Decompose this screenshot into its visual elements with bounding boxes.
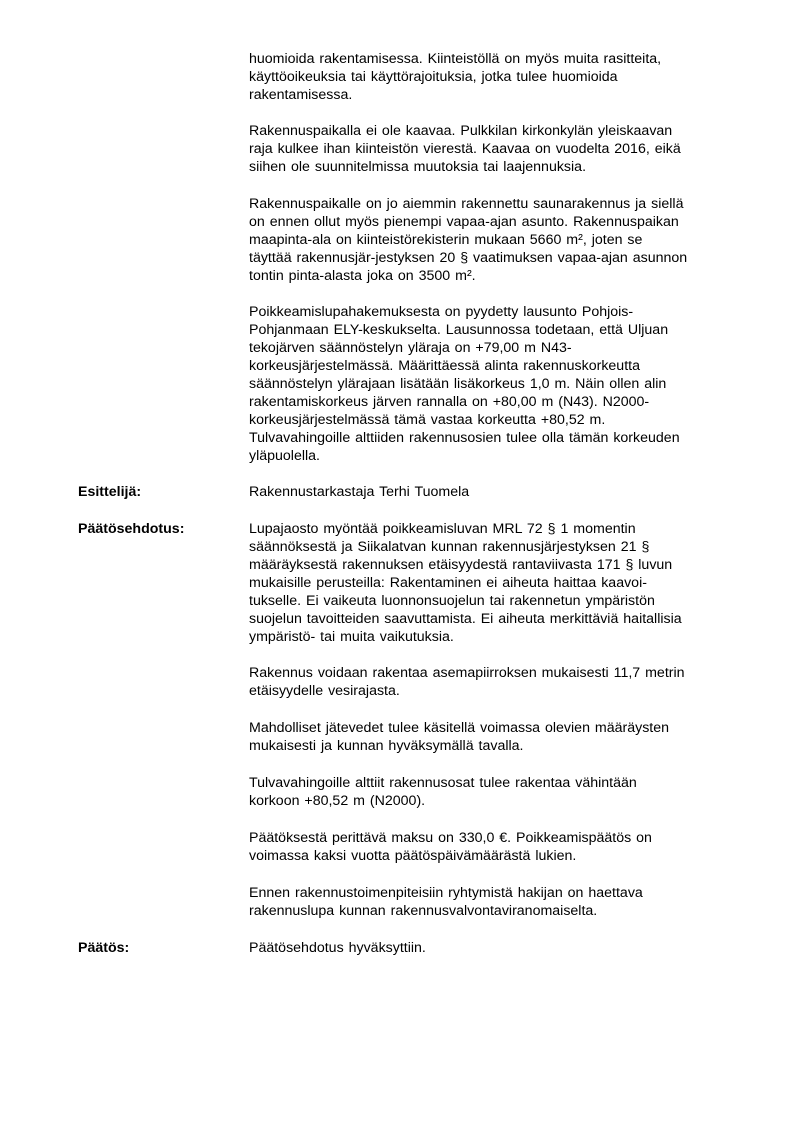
text-line: Tulvavahingoille alttiiden rakennusosien tulee olla tämän korkeuden	[249, 430, 680, 446]
text-line: suojelun tavoitteiden saavuttamista. Ei aiheuta merkittäviä haitallisia	[249, 611, 682, 627]
text-line: korkoon +80,52 m (N2000).	[249, 793, 426, 809]
text-line: määräyksestä rakennuksen etäisyydestä rantaviivasta 171 § luvun	[249, 557, 673, 573]
decision-label: Päätös:	[78, 940, 130, 956]
text-line: Pohjanmaan ELY-keskukselta. Lausunnossa todetaan, että Uljuan	[249, 322, 669, 338]
text-line: rakentamisessa.	[249, 87, 353, 103]
text-line: siihen ole suunnitelmissa muutoksia tai laajennuksia.	[249, 159, 587, 175]
text-line: korkeusjärjestelmässä tämä vastaa korkeutta +80,52 m.	[249, 412, 606, 428]
presenter-label: Esittelijä:	[78, 484, 142, 500]
text-line: täyttää rakennusjär-jestyksen 20 § vaatimuksen vapaa-ajan asunnon	[249, 250, 688, 266]
text-line: korkeusjärjestelmässä. Määrittäessä alinta rakennuskorkeutta	[249, 358, 640, 374]
text-line: käyttöoikeuksia tai käyttörajoituksia, jotka tulee huomioida	[249, 69, 618, 85]
text-line: Ennen rakennustoimenpiteisiin ryhtymistä hakijan on haettava	[249, 885, 643, 901]
text-line: ympäristö- tai muita vaikutuksia.	[249, 629, 454, 645]
text-line: säännöstelyn ylärajaan lisätään lisäkorkeus 1,0 m. Näin ollen alin	[249, 376, 667, 392]
text-line: Mahdolliset jätevedet tulee käsitellä voimassa olevien määräysten	[249, 720, 670, 736]
decision-value: Päätösehdotus hyväksyttiin.	[249, 940, 426, 956]
text-line: rakennuslupa kunnan rakennusvalvontaviranomaiselta.	[249, 903, 598, 919]
text-line: tontin pinta-alasta joka on 3500 m².	[249, 268, 476, 284]
text-line: voimassa kaksi vuotta päätöspäivämäärästä lukien.	[249, 848, 577, 864]
text-line: raja kulkee ihan kiinteistön vierestä. Kaavaa on vuodelta 2016, eikä	[249, 141, 681, 157]
text-line: tekojärven säännöstelyn yläraja on +79,00 m N43-	[249, 340, 572, 356]
text-line: rakentamiskorkeus järven rannalla on +80,00 m (N43). N2000-	[249, 394, 650, 410]
text-line: Poikkeamislupahakemuksesta on pyydetty lausunto Pohjois-	[249, 304, 634, 320]
text-line: Rakennus voidaan rakentaa asemapiirroksen mukaisesti 11,7 metrin	[249, 665, 685, 681]
text-line: tukselle. Ei vaikeuta luonnonsuojelun tai rakennetun ympäristön	[249, 593, 655, 609]
text-line: säännöksestä ja Siikalatvan kunnan rakennusjärjestyksen 21 §	[249, 539, 650, 555]
text-line: Rakennuspaikalla ei ole kaavaa. Pulkkilan kirkonkylän yleiskaavan	[249, 123, 673, 139]
text-line: Rakennuspaikalle on jo aiemmin rakennettu saunarakennus ja siellä	[249, 196, 684, 212]
presenter-value: Rakennustarkastaja Terhi Tuomela	[249, 484, 470, 500]
text-line: huomioida rakentamisessa. Kiinteistöllä on myös muita rasitteita,	[249, 51, 662, 67]
text-line: Tulvavahingoille alttiit rakennusosat tulee rakentaa vähintään	[249, 775, 637, 791]
text-line: mukaisesti ja kunnan hyväksymällä tavalla.	[249, 738, 524, 754]
text-line: etäisyydelle vesirajasta.	[249, 683, 400, 699]
text-line: Päätöksestä perittävä maksu on 330,0 €. Poikkeamispäätös on	[249, 830, 652, 846]
decision-proposal-label: Päätösehdotus:	[78, 521, 185, 537]
text-line: maapinta-ala on kiinteistörekisterin mukaan 5660 m², joten se	[249, 232, 643, 248]
text-line: yläpuolella.	[249, 448, 320, 464]
text-line: Lupajaosto myöntää poikkeamisluvan MRL 72 § 1 momentin	[249, 521, 636, 537]
text-line: mukaisille perusteilla: Rakentaminen ei aiheuta haittaa kaavoi-	[249, 575, 647, 591]
text-line: on ennen ollut myös pienempi vapaa-ajan asunto. Rakennuspaikan	[249, 214, 679, 230]
